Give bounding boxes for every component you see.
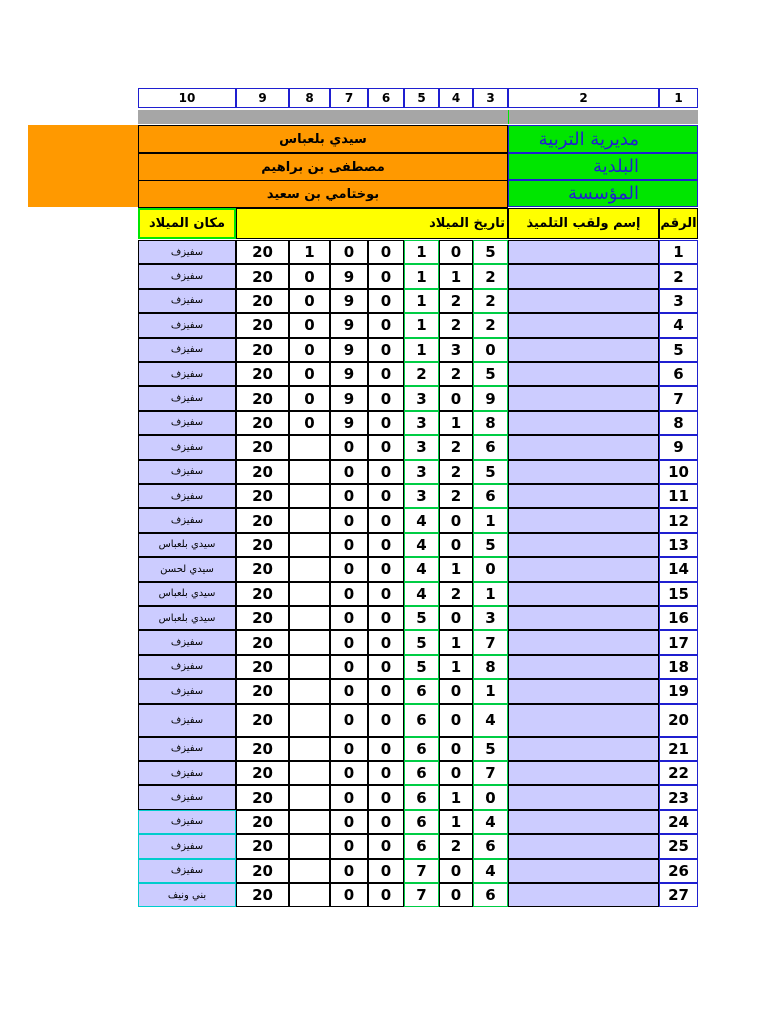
birth-date-digit [289,679,330,703]
birth-date-digit: 6 [473,834,508,858]
birth-date-digit: 6 [404,785,439,809]
birth-date-digit: 20 [236,834,289,858]
student-name-cell[interactable] [508,859,659,883]
birth-date-digit: 1 [439,810,473,834]
birth-date-digit: 0 [368,533,404,557]
birth-date-digit: 20 [236,460,289,484]
row-number-cell: 10 [659,460,698,484]
birth-date-digit: 0 [330,785,368,809]
birth-place-cell: سفيزف [138,859,236,883]
birth-date-digit: 0 [368,679,404,703]
row-number-cell: 3 [659,289,698,313]
birth-date-digit: 2 [473,313,508,337]
student-name-cell[interactable] [508,411,659,435]
birth-date-digit: 20 [236,630,289,654]
birth-place-cell: سفيزف [138,411,236,435]
birth-date-digit: 0 [330,533,368,557]
birth-date-digit: 0 [473,557,508,581]
row-number-cell: 22 [659,761,698,785]
birth-date-digit: 1 [289,240,330,264]
birth-date-digit [289,533,330,557]
birth-date-digit: 1 [439,411,473,435]
student-name-cell[interactable] [508,240,659,264]
birth-place-cell: سفيزف [138,704,236,737]
birth-date-digit: 0 [439,859,473,883]
birth-place-cell: سفيزف [138,810,236,834]
row-number-cell: 5 [659,338,698,362]
birth-date-digit: 5 [404,655,439,679]
directorate-label: مديرية التربية [508,125,698,153]
birth-date-digit: 7 [473,761,508,785]
birth-date-digit: 0 [439,240,473,264]
birth-date-digit [289,606,330,630]
birth-date-digit: 9 [330,264,368,288]
birth-date-digit: 0 [330,704,368,737]
birth-date-digit: 0 [368,508,404,532]
birth-date-digit [289,810,330,834]
birth-date-digit: 6 [404,737,439,761]
birth-date-digit: 5 [473,362,508,386]
institution-label: المؤسسة [508,180,698,207]
birth-date-digit: 3 [473,606,508,630]
birth-place-cell: سيدي لحسن [138,557,236,581]
birth-date-digit: 4 [473,810,508,834]
birth-date-digit: 0 [439,679,473,703]
municipality-label: البلدية [508,153,698,180]
column-number-cell[interactable]: 9 [236,88,289,108]
birth-date-digit [289,883,330,907]
birth-date-digit: 20 [236,289,289,313]
column-number-cell[interactable]: 1 [659,88,698,108]
row-number-cell: 27 [659,883,698,907]
row-number-cell: 13 [659,533,698,557]
birth-date-digit [289,435,330,459]
birth-date-digit: 5 [404,630,439,654]
birth-date-digit: 2 [473,264,508,288]
birth-date-digit: 5 [473,737,508,761]
birth-date-digit [289,484,330,508]
birth-date-digit: 4 [404,582,439,606]
birth-date-digit [289,785,330,809]
birth-date-digit: 0 [439,737,473,761]
student-name-cell[interactable] [508,761,659,785]
birth-date-digit: 1 [439,630,473,654]
column-number-cell[interactable]: 6 [368,88,404,108]
birth-date-digit: 20 [236,338,289,362]
column-number-cell[interactable]: 4 [439,88,473,108]
birth-date-digit: 20 [236,785,289,809]
birth-date-digit: 3 [404,460,439,484]
birth-date-digit: 0 [330,630,368,654]
student-name-cell[interactable] [508,533,659,557]
birth-date-digit: 4 [473,704,508,737]
birth-date-digit: 0 [368,362,404,386]
row-number-cell: 25 [659,834,698,858]
birth-date-digit: 20 [236,411,289,435]
birth-place-cell: سيدي بلعباس [138,533,236,557]
birth-date-digit: 2 [439,313,473,337]
birth-date-digit: 20 [236,508,289,532]
birth-place-cell: سفيزف [138,508,236,532]
birth-date-digit: 20 [236,484,289,508]
birth-date-digit: 2 [439,435,473,459]
birth-date-digit: 3 [404,411,439,435]
row-number-cell: 20 [659,704,698,737]
row-number-cell: 6 [659,362,698,386]
birth-date-digit: 0 [330,435,368,459]
birth-date-digit: 0 [289,313,330,337]
birth-date-digit: 0 [368,557,404,581]
birth-place-cell: سيدي بلعباس [138,582,236,606]
birth-date-digit: 0 [330,606,368,630]
birth-date-digit: 0 [439,386,473,410]
birth-date-digit: 0 [368,859,404,883]
birth-date-digit: 2 [473,289,508,313]
birth-date-digit: 0 [368,411,404,435]
birth-date-digit: 0 [439,606,473,630]
birth-place-cell: سفيزف [138,630,236,654]
row-number-cell: 7 [659,386,698,410]
column-number-cell[interactable]: 8 [289,88,330,108]
row-number-cell: 2 [659,264,698,288]
birth-date-digit [289,582,330,606]
birth-date-digit: 0 [368,606,404,630]
birth-date-digit: 0 [330,557,368,581]
birth-date-digit: 8 [473,655,508,679]
row-number-cell: 11 [659,484,698,508]
birth-date-digit: 0 [368,386,404,410]
birth-place-cell: سفيزف [138,679,236,703]
birth-date-digit: 3 [404,435,439,459]
row-number-cell: 9 [659,435,698,459]
birth-date-digit [289,655,330,679]
birth-date-digit: 9 [330,338,368,362]
birth-date-digit: 3 [404,484,439,508]
birth-date-digit: 9 [330,411,368,435]
birth-date-digit: 4 [473,859,508,883]
birth-date-digit: 1 [404,264,439,288]
birth-place-header: مكان الميلاد [138,208,236,239]
birth-date-digit: 9 [330,289,368,313]
birth-date-digit: 0 [368,704,404,737]
birth-date-digit: 1 [473,679,508,703]
birth-date-digit: 5 [473,240,508,264]
birth-date-digit: 0 [330,460,368,484]
birth-date-digit: 0 [368,761,404,785]
birth-date-digit: 2 [439,289,473,313]
birth-date-digit: 20 [236,557,289,581]
birth-date-digit [289,557,330,581]
birth-date-digit: 6 [473,883,508,907]
birth-date-digit: 0 [368,834,404,858]
birth-date-digit [289,737,330,761]
birth-date-digit: 2 [404,362,439,386]
student-name-cell[interactable] [508,582,659,606]
birth-place-cell: سفيزف [138,264,236,288]
birth-place-cell: سفيزف [138,338,236,362]
birth-date-digit: 9 [330,313,368,337]
student-name-cell[interactable] [508,883,659,907]
birth-date-digit: 20 [236,859,289,883]
director-value: مصطفى بن براهيم [138,153,508,181]
birth-date-digit [289,630,330,654]
student-name-cell[interactable] [508,655,659,679]
birth-date-digit: 0 [330,240,368,264]
birth-date-digit: 0 [368,460,404,484]
birth-date-digit: 0 [330,737,368,761]
birth-date-digit: 0 [289,411,330,435]
birth-date-digit: 0 [289,386,330,410]
birth-date-digit [289,460,330,484]
row-number-cell: 18 [659,655,698,679]
birth-date-digit: 20 [236,761,289,785]
birth-date-digit: 0 [473,785,508,809]
municipality-value: سيدي بلعباس [138,125,508,153]
birth-date-digit [289,859,330,883]
birth-date-digit: 0 [368,810,404,834]
birth-date-digit: 0 [330,679,368,703]
row-number-cell: 12 [659,508,698,532]
birth-date-digit: 4 [404,557,439,581]
student-name-cell[interactable] [508,785,659,809]
birth-date-digit: 0 [368,264,404,288]
birth-date-digit: 7 [404,883,439,907]
birth-date-digit: 2 [439,484,473,508]
birth-place-cell: سفيزف [138,484,236,508]
birth-date-digit: 0 [368,655,404,679]
birth-date-digit: 20 [236,704,289,737]
birth-date-digit: 0 [439,533,473,557]
birth-date-digit: 9 [330,362,368,386]
birth-date-digit: 1 [404,240,439,264]
birth-date-digit: 0 [439,704,473,737]
birth-date-digit: 2 [439,582,473,606]
row-number-cell: 4 [659,313,698,337]
birth-place-cell: بني ونيف [138,883,236,907]
row-number-cell: 21 [659,737,698,761]
birth-date-digit: 1 [404,289,439,313]
birth-date-digit: 1 [439,785,473,809]
birth-date-digit: 0 [330,810,368,834]
row-number-cell: 8 [659,411,698,435]
birth-date-digit: 0 [473,338,508,362]
institution-value: بوختامي بن سعيد [138,180,508,208]
birth-date-digit [289,704,330,737]
birth-date-digit: 20 [236,533,289,557]
birth-date-digit: 5 [404,606,439,630]
birth-date-digit: 0 [439,508,473,532]
birth-date-digit: 6 [404,761,439,785]
birth-date-digit: 20 [236,264,289,288]
birth-date-digit: 0 [289,362,330,386]
birth-place-cell: سفيزف [138,362,236,386]
birth-date-digit: 20 [236,386,289,410]
birth-place-cell: سفيزف [138,460,236,484]
birth-date-digit: 2 [439,362,473,386]
student-name-cell[interactable] [508,435,659,459]
birth-date-digit: 20 [236,655,289,679]
birth-date-digit: 0 [330,834,368,858]
student-name-header: إسم ولقب التلميذ [508,208,659,239]
birth-date-digit: 7 [404,859,439,883]
row-number-cell: 16 [659,606,698,630]
birth-date-digit: 1 [473,508,508,532]
birth-date-digit: 20 [236,582,289,606]
student-name-cell[interactable] [508,264,659,288]
student-name-cell[interactable] [508,630,659,654]
birth-date-digit: 0 [368,313,404,337]
column-number-cell[interactable]: 7 [330,88,368,108]
birth-place-cell: سفيزف [138,435,236,459]
row-number-cell: 17 [659,630,698,654]
birth-date-digit: 0 [368,484,404,508]
birth-date-digit: 4 [404,533,439,557]
birth-date-digit: 9 [330,386,368,410]
student-name-cell[interactable] [508,834,659,858]
birth-date-digit: 0 [368,582,404,606]
birth-date-digit: 20 [236,810,289,834]
row-number-cell: 15 [659,582,698,606]
birth-date-digit: 6 [404,704,439,737]
birth-date-digit: 6 [473,484,508,508]
birth-date-digit: 0 [439,761,473,785]
birth-place-cell: سفيزف [138,761,236,785]
birth-date-digit [289,834,330,858]
student-name-cell[interactable] [508,386,659,410]
birth-date-digit: 0 [330,761,368,785]
birth-date-digit: 0 [368,630,404,654]
row-number-cell: 23 [659,785,698,809]
birth-date-digit: 1 [404,313,439,337]
birth-date-digit: 20 [236,679,289,703]
birth-date-digit: 6 [404,810,439,834]
birth-date-digit: 8 [473,411,508,435]
birth-date-digit: 0 [330,582,368,606]
birth-date-digit: 0 [289,289,330,313]
column-number-cell[interactable]: 10 [138,88,236,108]
birth-date-digit: 0 [330,655,368,679]
birth-place-cell: سفيزف [138,240,236,264]
gray-band-right [508,110,698,124]
student-name-cell[interactable] [508,557,659,581]
birth-date-digit [289,508,330,532]
birth-date-digit: 20 [236,362,289,386]
birth-place-cell: سفيزف [138,785,236,809]
birth-place-cell: سفيزف [138,386,236,410]
birth-date-digit: 1 [439,557,473,581]
birth-date-header: تاريخ الميلاد [236,208,508,239]
student-name-cell[interactable] [508,810,659,834]
birth-date-digit [289,761,330,785]
student-name-cell[interactable] [508,606,659,630]
birth-date-digit: 1 [439,264,473,288]
student-name-cell[interactable] [508,313,659,337]
birth-date-digit: 0 [368,883,404,907]
birth-date-digit: 0 [368,785,404,809]
birth-date-digit: 0 [330,883,368,907]
birth-date-digit: 2 [439,460,473,484]
birth-date-digit: 6 [473,435,508,459]
birth-date-digit: 0 [289,338,330,362]
birth-place-cell: سفيزف [138,834,236,858]
birth-date-digit: 0 [368,289,404,313]
birth-date-digit: 0 [368,240,404,264]
birth-date-digit: 6 [404,834,439,858]
birth-date-digit: 20 [236,240,289,264]
student-name-cell[interactable] [508,704,659,737]
birth-place-cell: سفيزف [138,313,236,337]
student-name-cell[interactable] [508,484,659,508]
birth-place-cell: سفيزف [138,737,236,761]
birth-date-digit: 1 [439,655,473,679]
birth-date-digit: 1 [404,338,439,362]
student-name-cell[interactable] [508,679,659,703]
birth-date-digit: 0 [289,264,330,288]
birth-date-digit: 20 [236,313,289,337]
birth-place-cell: سيدي بلعباس [138,606,236,630]
birth-date-digit: 5 [473,460,508,484]
birth-date-digit: 0 [330,859,368,883]
birth-date-digit: 7 [473,630,508,654]
column-number-cell[interactable]: 3 [473,88,508,108]
row-number-cell: 26 [659,859,698,883]
birth-date-digit: 3 [404,386,439,410]
birth-date-digit: 3 [439,338,473,362]
birth-date-digit: 9 [473,386,508,410]
row-number-cell: 1 [659,240,698,264]
birth-date-digit: 0 [330,508,368,532]
column-number-cell[interactable]: 5 [404,88,439,108]
student-name-cell[interactable] [508,737,659,761]
birth-date-digit: 20 [236,606,289,630]
column-number-cell[interactable]: 2 [508,88,659,108]
birth-date-digit: 0 [368,338,404,362]
row-number-cell: 24 [659,810,698,834]
birth-date-digit: 2 [439,834,473,858]
birth-date-digit: 0 [330,484,368,508]
student-name-cell[interactable] [508,362,659,386]
birth-date-digit: 0 [368,737,404,761]
birth-date-digit: 20 [236,435,289,459]
birth-date-digit: 6 [404,679,439,703]
birth-date-digit: 20 [236,883,289,907]
student-name-cell[interactable] [508,508,659,532]
birth-date-digit: 20 [236,737,289,761]
row-number-cell: 14 [659,557,698,581]
student-name-cell[interactable] [508,460,659,484]
birth-date-digit: 1 [473,582,508,606]
birth-place-cell: سفيزف [138,655,236,679]
number-header: الرقم [659,208,698,239]
birth-date-digit: 0 [439,883,473,907]
student-name-cell[interactable] [508,289,659,313]
birth-date-digit: 5 [473,533,508,557]
birth-place-cell: سفيزف [138,289,236,313]
student-name-cell[interactable] [508,338,659,362]
birth-date-digit: 4 [404,508,439,532]
row-number-cell: 19 [659,679,698,703]
birth-date-digit: 0 [368,435,404,459]
